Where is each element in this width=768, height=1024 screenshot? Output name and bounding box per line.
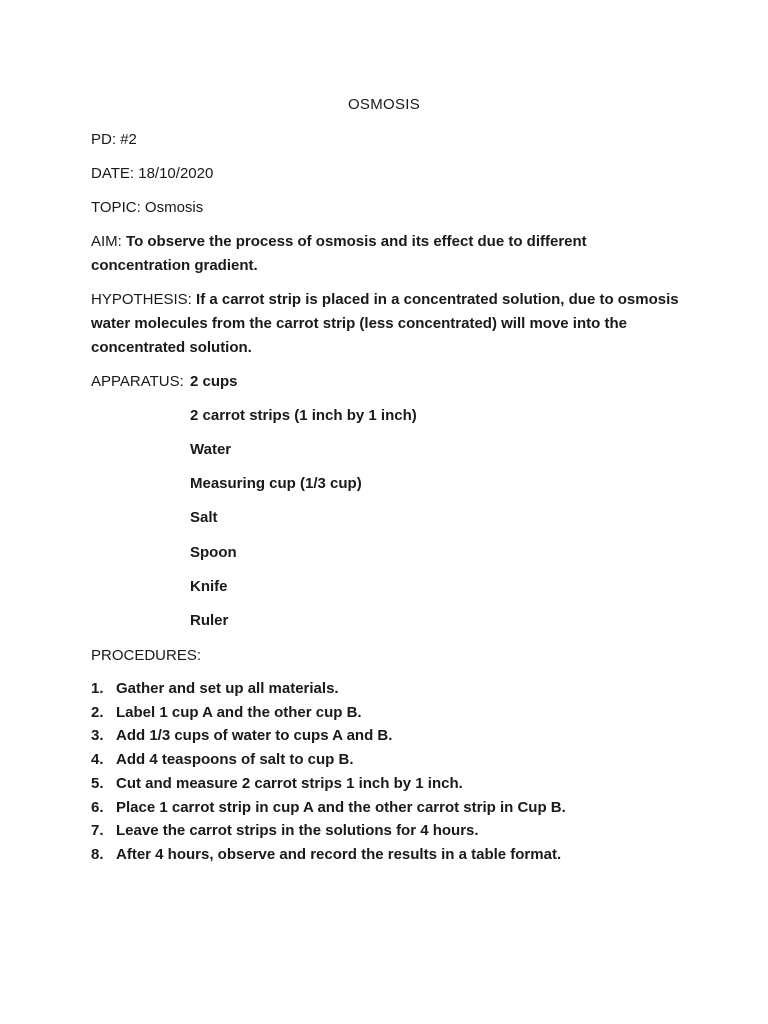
list-item	[91, 843, 566, 867]
procedures-label: PROCEDURES:	[91, 647, 202, 664]
date-value: 18/10/2020	[138, 165, 214, 182]
apparatus-item: Water	[190, 441, 232, 458]
list-item	[91, 748, 566, 772]
pd-label: PD:	[91, 131, 117, 148]
step-number: 3.	[91, 727, 104, 745]
procedures-list	[91, 677, 566, 867]
apparatus-item: Salt	[190, 509, 218, 526]
step-number: 8.	[91, 845, 104, 863]
aim-paragraph	[91, 230, 611, 278]
hypothesis-paragraph	[91, 288, 681, 360]
apparatus-item: Spoon	[190, 544, 237, 561]
step-number: 7.	[91, 822, 104, 840]
apparatus-item: Knife	[190, 578, 228, 595]
list-item	[91, 796, 566, 820]
hypothesis-label: HYPOTHESIS:	[91, 291, 192, 308]
topic-value: Osmosis	[144, 199, 204, 216]
apparatus-item: Ruler	[190, 612, 229, 629]
aim-value: To observe the process of osmosis and its effect due to different concentration gradient.	[91, 233, 587, 274]
step-text: After 4 hours, observe and record the results in a table format.	[116, 845, 562, 863]
date-line	[91, 162, 213, 186]
step-text: Leave the carrot strips in the solutions for 4 hours.	[116, 822, 479, 840]
hypothesis-value: If a carrot strip is placed in a concentrated solution, due to osmosis water molecules from the carrot strip (less concentrated) will move into the concentrated solution.	[91, 291, 679, 356]
apparatus-item: Measuring cup (1/3 cup)	[190, 475, 362, 492]
step-number: 6.	[91, 798, 104, 816]
step-number: 2.	[91, 703, 104, 721]
document-title: OSMOSIS	[347, 96, 421, 113]
aim-label: AIM:	[91, 233, 122, 250]
list-item	[91, 677, 566, 701]
step-text: Label 1 cup A and the other cup B.	[116, 703, 362, 721]
step-number: 5.	[91, 774, 104, 792]
list-item	[91, 772, 566, 796]
step-text: Add 4 teaspoons of salt to cup B.	[116, 751, 354, 769]
pd-line	[91, 128, 137, 152]
step-text: Cut and measure 2 carrot strips 1 inch by 1 inch.	[116, 774, 463, 792]
step-text: Add 1/3 cups of water to cups A and B.	[116, 727, 393, 745]
topic-label: TOPIC:	[91, 199, 141, 216]
step-number: 4.	[91, 751, 104, 769]
list-item	[91, 724, 566, 748]
step-number: 1.	[91, 680, 104, 697]
list-item	[91, 701, 566, 725]
apparatus-item: 2 carrot strips (1 inch by 1 inch)	[190, 407, 417, 424]
apparatus-label: APPARATUS:	[91, 373, 184, 390]
step-text: Gather and set up all materials.	[116, 680, 339, 697]
apparatus-item: 2 cups	[190, 373, 238, 390]
pd-value: #2	[120, 131, 137, 148]
list-item	[91, 819, 566, 843]
date-label: DATE:	[91, 165, 135, 182]
topic-line	[91, 196, 203, 220]
step-text: Place 1 carrot strip in cup A and the other carrot strip in Cup B.	[116, 798, 566, 816]
